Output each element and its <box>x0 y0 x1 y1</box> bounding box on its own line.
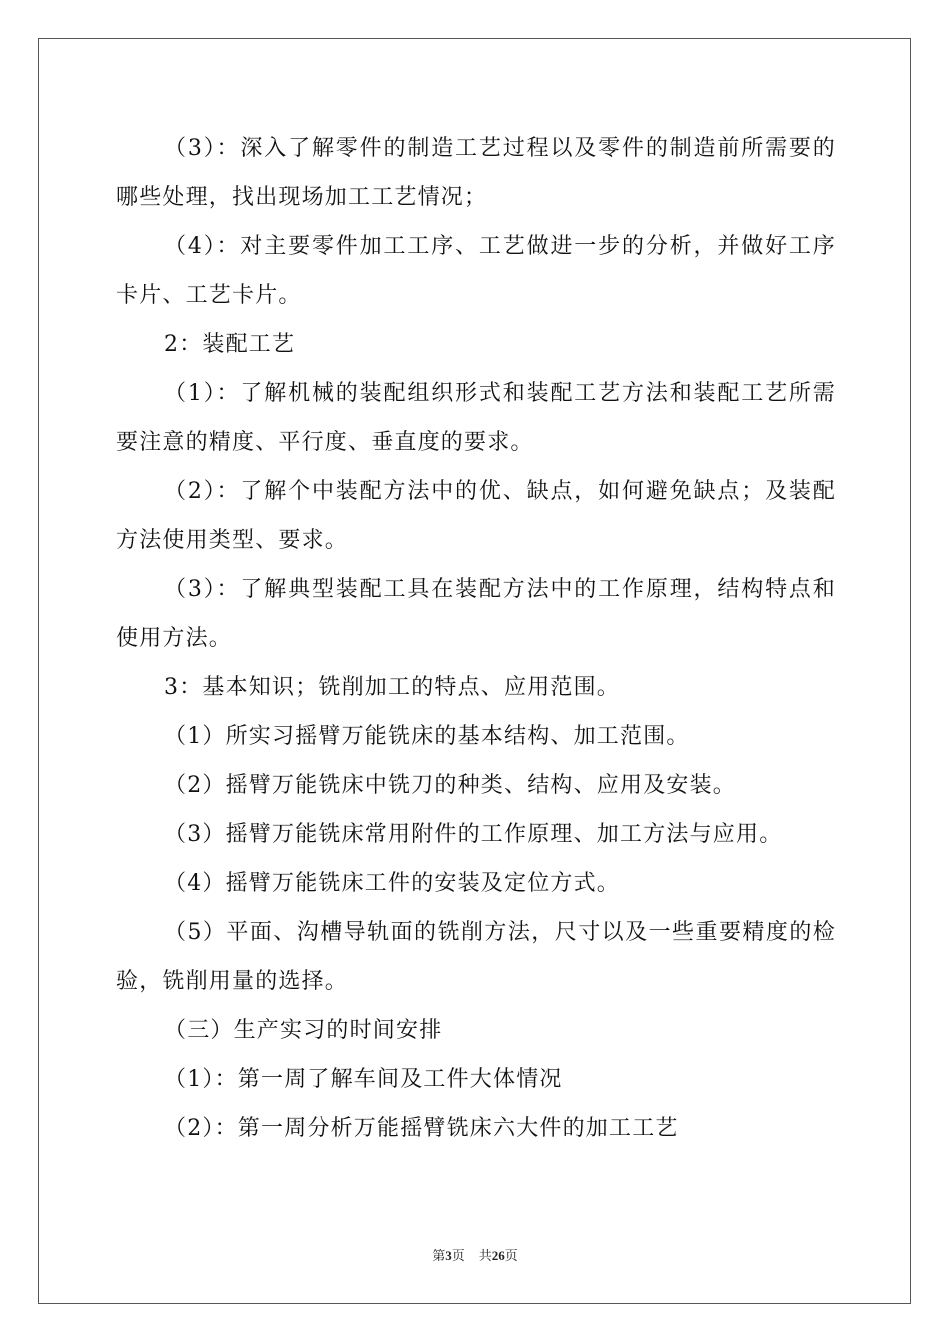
paragraph: （2）摇臂万能铣床中铣刀的种类、结构、应用及安装。 <box>164 773 736 798</box>
section-heading: 3：基本知识；铣削加工的特点、应用范围。 <box>164 675 620 700</box>
page-footer <box>0 1245 950 1264</box>
total-suffix: 页 <box>504 1249 518 1264</box>
paragraph: （3）摇臂万能铣床常用附件的工作原理、加工方法与应用。 <box>164 822 783 847</box>
paragraph: （2）：第一周分析万能摇臂铣床六大件的加工工艺 <box>164 1116 679 1141</box>
document-body <box>116 124 836 1153</box>
paragraph: （1）：第一周了解车间及工件大体情况 <box>164 1067 563 1092</box>
page-prefix: 第 <box>432 1249 446 1264</box>
page-number: 3 <box>445 1248 452 1263</box>
section-heading: 2：装配工艺 <box>164 332 296 357</box>
section-heading: （三）生产实习的时间安排 <box>164 1018 443 1043</box>
paragraph: （4）：对主要零件加工工序、工艺做进一步的分析，并做好工序卡片、工艺卡片。 <box>116 234 836 308</box>
paragraph: （1）所实习摇臂万能铣床的基本结构、加工范围。 <box>164 724 690 749</box>
paragraph: （5）平面、沟槽导轨面的铣削方法，尺寸以及一些重要精度的检验，铣削用量的选择。 <box>116 920 836 994</box>
total-pages: 26 <box>491 1248 505 1263</box>
paragraph: （1）：了解机械的装配组织形式和装配工艺方法和装配工艺所需要注意的精度、平行度、垂直度的要求。 <box>116 381 836 455</box>
paragraph: （3）：深入了解零件的制造工艺过程以及零件的制造前所需要的哪些处理，找出现场加工工艺情况； <box>116 136 836 210</box>
paragraph: （3）：了解典型装配工具在装配方法中的工作原理，结构特点和使用方法。 <box>116 577 836 651</box>
paragraph: （2）：了解个中装配方法中的优、缺点，如何避免缺点；及装配方法使用类型、要求。 <box>116 479 836 553</box>
page-suffix: 页 <box>451 1249 465 1264</box>
total-prefix: 共 <box>478 1249 492 1264</box>
paragraph: （4）摇臂万能铣床工件的安装及定位方式。 <box>164 871 620 896</box>
